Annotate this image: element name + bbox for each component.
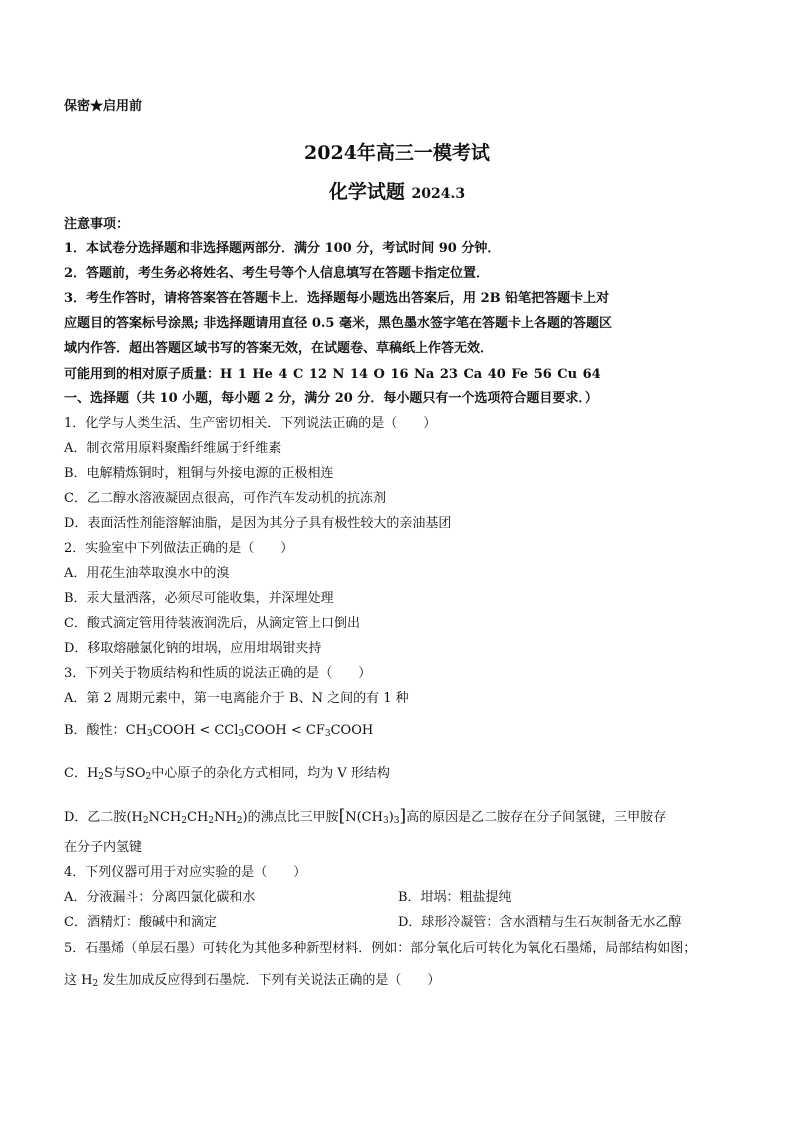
note-3-line-3: 域内作答．超出答题区域书写的答案无效，在试题卷、草稿纸上作答无效． [64, 341, 494, 356]
question-2-option-d: D．移取熔融氯化钠的坩埚，应用坩埚钳夹持 [64, 641, 322, 656]
question-3-option-a: A．第 2 周期元素中，第一电离能介于 B、N 之间的有 1 种 [64, 691, 409, 706]
note-2: 2．答题前，考生务必将姓名、考生号等个人信息填写在答题卡指定位置． [64, 266, 490, 281]
option-d-mid: 的沸点比三甲胺 [247, 810, 339, 825]
question-4-option-d: D．球形冷凝管：含水酒精与生石灰制备无水乙醇 [398, 915, 682, 930]
question-2-option-a: A．用花生油萃取溴水中的溴 [64, 566, 230, 581]
question-1-option-c: C．乙二醇水溶液凝固点很高，可作汽车发动机的抗冻剂 [64, 491, 386, 506]
question-2-option-b: B．汞大量洒落，必须尽可能收集，并深埋处理 [64, 591, 334, 606]
secret-mark: 保密★启用前 [64, 99, 143, 114]
q5-stem-end: 发生加成反应得到石墨烷．下列有关说法正确的是（ ） [98, 973, 441, 988]
question-1-option-b: B．电解精炼铜时，粗铜与外接电源的正极相连 [64, 466, 334, 481]
question-2-option-c: C．酸式滴定管用待装液润洗后，从滴定管上口倒出 [64, 616, 360, 631]
question-4-option-c: C．酒精灯：酸碱中和滴定 [64, 915, 217, 930]
question-5-stem-line-1: 5．石墨烯（单层石墨）可转化为其他多种新型材料．例如：部分氧化后可转化为氧化石墨烯，局部结构如图； [64, 941, 697, 956]
question-3-option-b: B．酸性：$CH_3COOH$ < CCl$_3$COOH < $CF_3COOH$ [64, 723, 374, 739]
question-4-option-a: A．分液漏斗：分离四氯化碳和水 [64, 890, 256, 905]
question-3-stem: 3．下列关于物质结构和性质的说法正确的是（ ） [64, 666, 372, 681]
option-b-label: B．酸性： [64, 723, 126, 738]
question-5-stem-line-2: 这 $H_2$ 发生加成反应得到石墨烷．下列有关说法正确的是（ ） [64, 973, 441, 989]
question-2-stem: 2．实验室中下列做法正确的是（ ） [64, 541, 294, 556]
option-c-text: 中心原子的杂化方式相同，均为 V 形结构 [151, 766, 390, 781]
note-3-line-2: 应题目的答案标号涂黑; 非选择题请用直径 0.5 毫米，黑色墨水签字笔在答题卡上各题的答题区 [64, 316, 612, 331]
question-1-option-a: A．制衣常用原料聚酯纤维属于纤维素 [64, 441, 282, 456]
atomic-masses: 可能用到的相对原子质量：H 1 He 4 C 12 N 14 O 16 Na 23 Ca 40 Fe 56 Cu 64 [64, 367, 601, 382]
note-3-line-1: 3．考生作答时，请将答案答在答题卡上．选择题每小题选出答案后，用 2B 铅笔把答题卡上对 [64, 291, 610, 306]
note-1: 1．本试卷分选择题和非选择题两部分．满分 100 分，考试时间 90 分钟． [64, 241, 501, 256]
question-3-option-c: C．$H_2S$与$SO_2$中心原子的杂化方式相同，均为 V 形结构 [64, 766, 390, 782]
exam-subtitle [0, 180, 794, 206]
option-d-label: D．乙二胺 [64, 810, 127, 825]
question-1-option-d: D．表面活性剂能溶解油脂，是因为其分子具有极性较大的亲油基团 [64, 516, 452, 531]
exam-date: 2024.3 [411, 186, 466, 202]
question-1-stem: 1．化学与人类生活、生产密切相关．下列说法正确的是（ ） [64, 416, 437, 431]
section-1-heading: 一、选择题（共 10 小题，每小题 2 分，满分 20 分．每小题只有一个选项符合题目要求．） [64, 391, 598, 406]
notes-heading: 注意事项： [64, 217, 130, 232]
option-d-tail: 高的原因是乙二胺存在分子间氢键，三甲胺存 [406, 810, 667, 825]
option-c-label: C． [64, 766, 87, 781]
exam-title: 2024年高三一模考试 [304, 142, 490, 164]
question-3-option-d-continued: 在分子内氢键 [64, 840, 143, 855]
question-3-option-d: D．乙二胺$(H_2NCH_2CH_2NH_2)$的沸点比三甲胺$[N(CH_3)_3]$高的原因是乙二胺存在分子间氢键，三甲胺存 [64, 806, 667, 826]
q5-stem-start: 这 [64, 973, 82, 988]
question-4-option-b: B．坩埚：粗盐提纯 [398, 890, 512, 905]
subject-title: 化学试题 [328, 181, 405, 203]
question-4-stem: 4．下列仪器可用于对应实验的是（ ） [64, 865, 307, 880]
